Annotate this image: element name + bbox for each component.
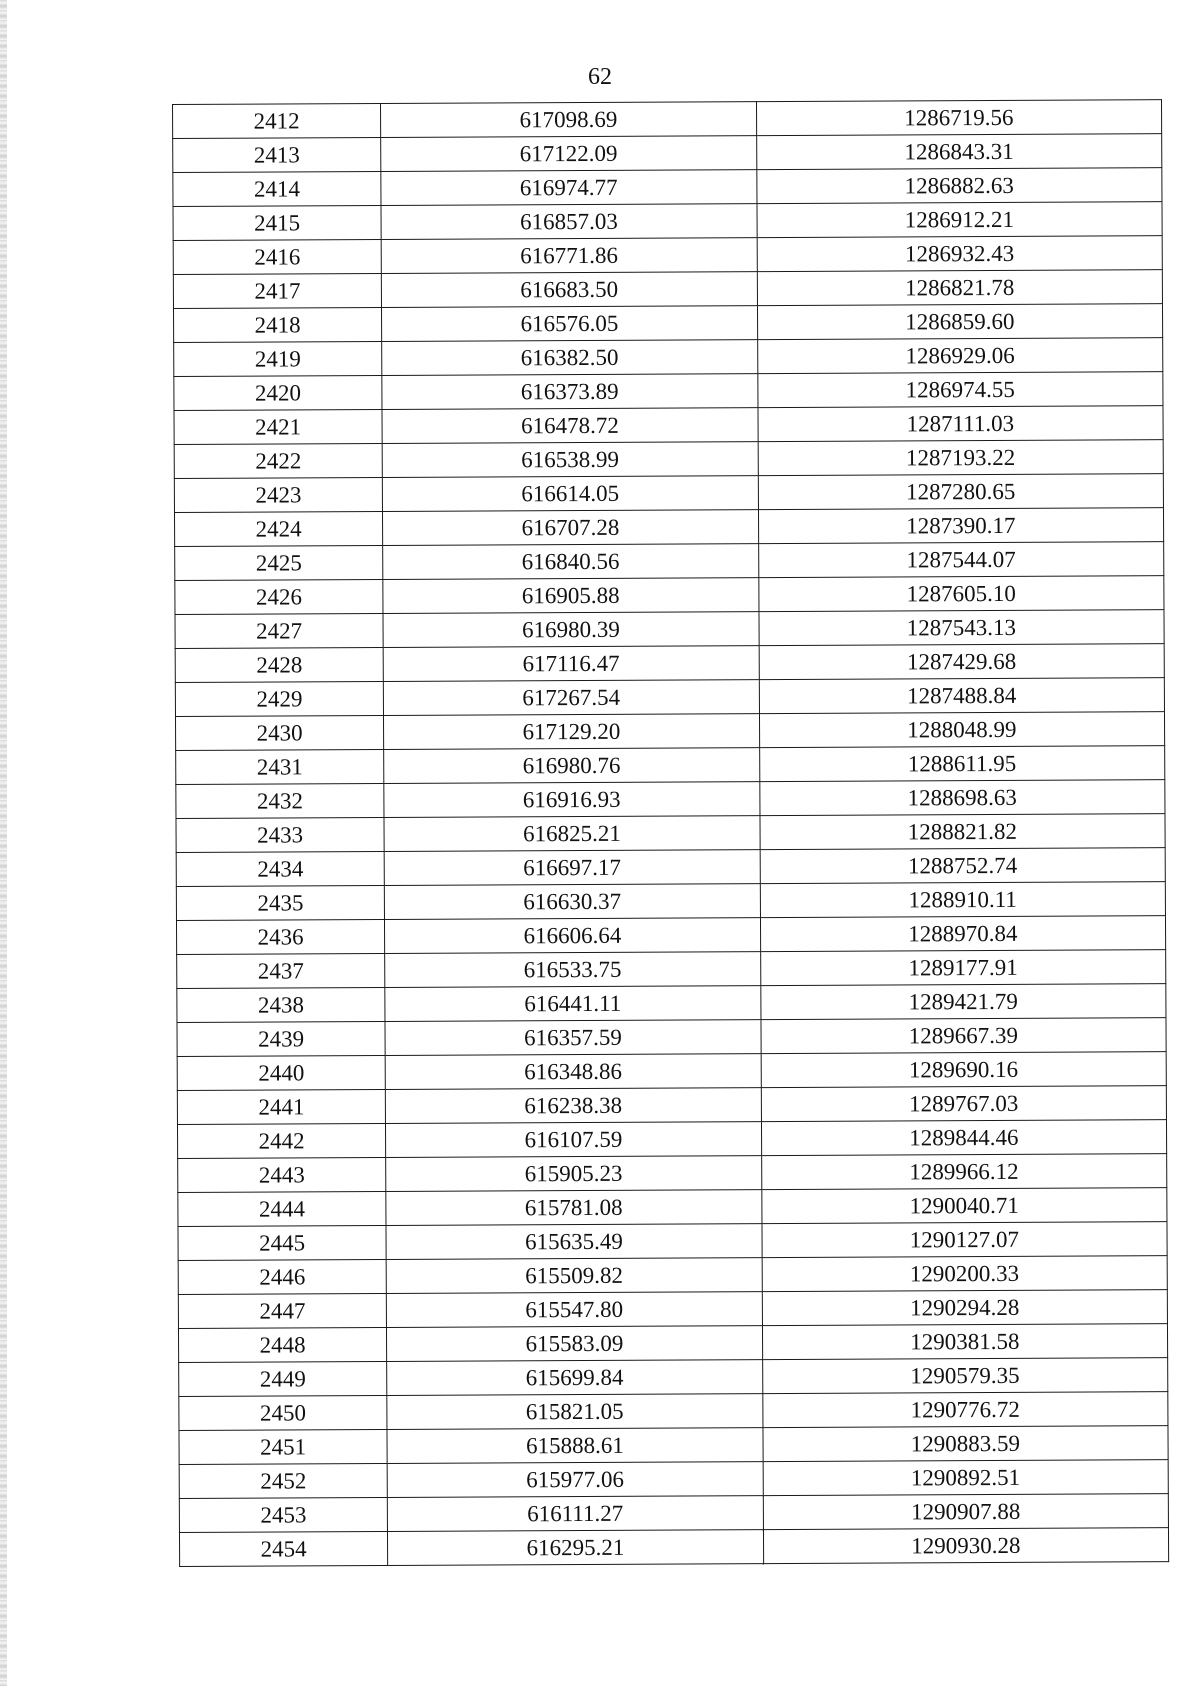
y-coordinate-cell: 1289844.46 [761, 1120, 1167, 1156]
x-coordinate-cell: 616295.21 [388, 1530, 764, 1566]
y-coordinate-cell: 1286882.63 [756, 168, 1162, 204]
y-coordinate-cell: 1290200.33 [762, 1256, 1168, 1292]
table-row [173, 134, 1162, 173]
table-row [175, 576, 1164, 615]
x-coordinate-cell: 616614.05 [382, 476, 758, 512]
y-coordinate-cell: 1287111.03 [758, 406, 1164, 442]
y-coordinate-cell: 1287543.13 [759, 610, 1165, 646]
point-number-cell: 2441 [177, 1089, 385, 1124]
x-coordinate-cell: 616857.03 [381, 204, 757, 240]
x-coordinate-cell: 616707.28 [383, 510, 759, 546]
point-number-cell: 2452 [179, 1463, 387, 1498]
table-row [174, 406, 1163, 445]
table-row [179, 1426, 1168, 1465]
x-coordinate-cell: 616771.86 [381, 238, 757, 274]
y-coordinate-cell: 1286974.55 [757, 372, 1163, 408]
point-number-cell: 2412 [173, 103, 381, 138]
table-row [177, 1052, 1166, 1091]
x-coordinate-cell: 616348.86 [385, 1054, 761, 1090]
point-number-cell: 2423 [174, 477, 382, 512]
point-number-cell: 2454 [179, 1531, 387, 1566]
y-coordinate-cell: 1290883.59 [763, 1426, 1169, 1462]
x-coordinate-cell: 616238.38 [385, 1088, 761, 1124]
x-coordinate-cell: 616478.72 [382, 408, 758, 444]
x-coordinate-cell: 615699.84 [387, 1360, 763, 1396]
table-row [179, 1494, 1168, 1533]
x-coordinate-cell: 616980.76 [384, 748, 760, 784]
table-row [178, 1324, 1167, 1363]
table-row [175, 678, 1164, 717]
table-body [173, 100, 1169, 1567]
table-row [173, 202, 1162, 241]
point-number-cell: 2413 [173, 137, 381, 172]
x-coordinate-cell: 616533.75 [385, 952, 761, 988]
point-number-cell: 2434 [176, 851, 384, 886]
y-coordinate-cell: 1287193.22 [758, 440, 1164, 476]
point-number-cell: 2422 [174, 443, 382, 478]
y-coordinate-cell: 1290776.72 [762, 1392, 1168, 1428]
point-number-cell: 2440 [177, 1055, 385, 1090]
x-coordinate-cell: 615509.82 [386, 1258, 762, 1294]
y-coordinate-cell: 1287544.07 [758, 542, 1164, 578]
table-row [176, 848, 1165, 887]
y-coordinate-cell: 1289667.39 [761, 1018, 1167, 1054]
table-row [179, 1392, 1168, 1431]
point-number-cell: 2450 [179, 1395, 387, 1430]
point-number-cell: 2444 [178, 1191, 386, 1226]
point-number-cell: 2427 [175, 613, 383, 648]
x-coordinate-cell: 616980.39 [383, 612, 759, 648]
x-coordinate-cell: 616373.89 [382, 374, 758, 410]
point-number-cell: 2451 [179, 1429, 387, 1464]
table-row [177, 1018, 1166, 1057]
table-row [177, 984, 1166, 1023]
point-number-cell: 2449 [179, 1361, 387, 1396]
point-number-cell: 2438 [177, 987, 385, 1022]
point-number-cell: 2431 [176, 749, 384, 784]
point-number-cell: 2448 [178, 1327, 386, 1362]
x-coordinate-cell: 615977.06 [387, 1462, 763, 1498]
x-coordinate-cell: 616916.93 [384, 782, 760, 818]
y-coordinate-cell: 1288611.95 [759, 746, 1165, 782]
point-number-cell: 2439 [177, 1021, 385, 1056]
point-number-cell: 2424 [174, 511, 382, 546]
point-number-cell: 2430 [175, 715, 383, 750]
coordinates-table [172, 99, 1169, 1567]
table-row [179, 1460, 1168, 1499]
y-coordinate-cell: 1289767.03 [761, 1086, 1167, 1122]
x-coordinate-cell: 616905.88 [383, 578, 759, 614]
x-coordinate-cell: 616840.56 [383, 544, 759, 580]
y-coordinate-cell: 1286932.43 [757, 236, 1163, 272]
table-row [177, 1120, 1166, 1159]
point-number-cell: 2445 [178, 1225, 386, 1260]
table-row [174, 508, 1163, 547]
y-coordinate-cell: 1289421.79 [760, 984, 1166, 1020]
y-coordinate-cell: 1288910.11 [760, 882, 1166, 918]
table-row [174, 440, 1163, 479]
x-coordinate-cell: 617098.69 [381, 102, 757, 138]
y-coordinate-cell: 1290907.88 [763, 1494, 1169, 1530]
x-coordinate-cell: 616357.59 [385, 1020, 761, 1056]
point-number-cell: 2436 [176, 919, 384, 954]
point-number-cell: 2432 [176, 783, 384, 818]
table-row [175, 712, 1164, 751]
y-coordinate-cell: 1288048.99 [759, 712, 1165, 748]
x-coordinate-cell: 616630.37 [384, 884, 760, 920]
y-coordinate-cell: 1288752.74 [760, 848, 1166, 884]
y-coordinate-cell: 1286719.56 [756, 100, 1162, 136]
y-coordinate-cell: 1290127.07 [762, 1222, 1168, 1258]
point-number-cell: 2421 [174, 409, 382, 444]
table-row [178, 1188, 1167, 1227]
y-coordinate-cell: 1288970.84 [760, 916, 1166, 952]
x-coordinate-cell: 616825.21 [384, 816, 760, 852]
table-row [178, 1256, 1167, 1295]
y-coordinate-cell: 1286912.21 [757, 202, 1163, 238]
x-coordinate-cell: 615905.23 [386, 1156, 762, 1192]
y-coordinate-cell: 1289690.16 [761, 1052, 1167, 1088]
table-row [178, 1154, 1167, 1193]
table-row [179, 1528, 1168, 1567]
point-number-cell: 2414 [173, 171, 381, 206]
point-number-cell: 2437 [177, 953, 385, 988]
x-coordinate-cell: 616538.99 [382, 442, 758, 478]
y-coordinate-cell: 1286843.31 [756, 134, 1162, 170]
point-number-cell: 2425 [175, 545, 383, 580]
point-number-cell: 2443 [178, 1157, 386, 1192]
y-coordinate-cell: 1287280.65 [758, 474, 1164, 510]
x-coordinate-cell: 615821.05 [387, 1394, 763, 1430]
x-coordinate-cell: 616111.27 [387, 1496, 763, 1532]
y-coordinate-cell: 1288821.82 [760, 814, 1166, 850]
y-coordinate-cell: 1290930.28 [763, 1528, 1169, 1564]
point-number-cell: 2447 [178, 1293, 386, 1328]
table-row [173, 236, 1162, 275]
table-row [176, 780, 1165, 819]
y-coordinate-cell: 1286929.06 [757, 338, 1163, 374]
point-number-cell: 2418 [173, 307, 381, 342]
y-coordinate-cell: 1289966.12 [761, 1154, 1167, 1190]
y-coordinate-cell: 1286859.60 [757, 304, 1163, 340]
x-coordinate-cell: 616683.50 [381, 272, 757, 308]
table-row [178, 1290, 1167, 1329]
x-coordinate-cell: 617129.20 [384, 714, 760, 750]
table-row [176, 814, 1165, 853]
y-coordinate-cell: 1290294.28 [762, 1290, 1168, 1326]
point-number-cell: 2426 [175, 579, 383, 614]
point-number-cell: 2446 [178, 1259, 386, 1294]
x-coordinate-cell: 615781.08 [386, 1190, 762, 1226]
y-coordinate-cell: 1286821.78 [757, 270, 1163, 306]
x-coordinate-cell: 616606.64 [385, 918, 761, 954]
point-number-cell: 2435 [176, 885, 384, 920]
y-coordinate-cell: 1290040.71 [761, 1188, 1167, 1224]
y-coordinate-cell: 1287429.68 [759, 644, 1165, 680]
table-row [175, 610, 1164, 649]
x-coordinate-cell: 616576.05 [382, 306, 758, 342]
y-coordinate-cell: 1290381.58 [762, 1324, 1168, 1360]
point-number-cell: 2442 [177, 1123, 385, 1158]
point-number-cell: 2420 [174, 375, 382, 410]
y-coordinate-cell: 1290892.51 [763, 1460, 1169, 1496]
table-row [177, 950, 1166, 989]
table-row [175, 542, 1164, 581]
x-coordinate-cell: 616441.11 [385, 986, 761, 1022]
scan-edge [0, 0, 7, 1686]
point-number-cell: 2416 [173, 239, 381, 274]
point-number-cell: 2428 [175, 647, 383, 682]
table-row [176, 746, 1165, 785]
point-number-cell: 2417 [173, 273, 381, 308]
point-number-cell: 2419 [174, 341, 382, 376]
table-row [174, 372, 1163, 411]
table-row [174, 338, 1163, 377]
table-row [173, 304, 1162, 343]
y-coordinate-cell: 1288698.63 [759, 780, 1165, 816]
y-coordinate-cell: 1289177.91 [760, 950, 1166, 986]
table-row [175, 644, 1164, 683]
table-row [177, 1086, 1166, 1125]
table-row [179, 1358, 1168, 1397]
page-number: 62 [588, 64, 612, 90]
point-number-cell: 2453 [179, 1497, 387, 1532]
x-coordinate-cell: 616974.77 [381, 170, 757, 206]
x-coordinate-cell: 616697.17 [384, 850, 760, 886]
y-coordinate-cell: 1287488.84 [759, 678, 1165, 714]
point-number-cell: 2415 [173, 205, 381, 240]
x-coordinate-cell: 615583.09 [387, 1326, 763, 1362]
table-row [176, 882, 1165, 921]
x-coordinate-cell: 617122.09 [381, 136, 757, 172]
x-coordinate-cell: 616107.59 [386, 1122, 762, 1158]
x-coordinate-cell: 615888.61 [387, 1428, 763, 1464]
x-coordinate-cell: 617267.54 [383, 680, 759, 716]
table-row [173, 100, 1162, 139]
table-row [174, 474, 1163, 513]
table-row [173, 168, 1162, 207]
x-coordinate-cell: 617116.47 [383, 646, 759, 682]
table-row [176, 916, 1165, 955]
y-coordinate-cell: 1290579.35 [762, 1358, 1168, 1394]
x-coordinate-cell: 615635.49 [386, 1224, 762, 1260]
x-coordinate-cell: 616382.50 [382, 340, 758, 376]
point-number-cell: 2429 [175, 681, 383, 716]
y-coordinate-cell: 1287390.17 [758, 508, 1164, 544]
y-coordinate-cell: 1287605.10 [758, 576, 1164, 612]
x-coordinate-cell: 615547.80 [386, 1292, 762, 1328]
table-row [173, 270, 1162, 309]
table-row [178, 1222, 1167, 1261]
point-number-cell: 2433 [176, 817, 384, 852]
